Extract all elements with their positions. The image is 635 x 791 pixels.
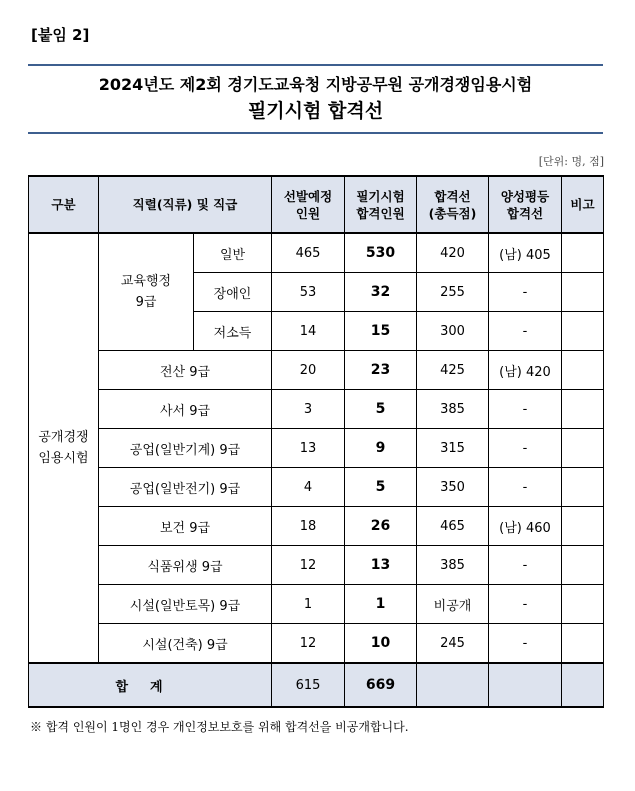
passers-cell: 26 xyxy=(345,507,417,546)
remarks-cell xyxy=(562,585,604,624)
title-bottom-rule xyxy=(28,132,603,134)
header-passers: 필기시험 합격인원 xyxy=(345,176,417,233)
edu-admin-label: 교육행정 9급 xyxy=(99,233,194,351)
passers-cell: 1 xyxy=(345,585,417,624)
planned-cell: 12 xyxy=(272,546,345,585)
remarks-cell xyxy=(562,273,604,312)
table-row xyxy=(29,546,604,585)
passers-cell: 32 xyxy=(345,273,417,312)
gender-cutoff-cell: - xyxy=(489,468,562,507)
cutoff-cell: 420 xyxy=(417,233,489,273)
planned-cell: 4 xyxy=(272,468,345,507)
total-passers: 669 xyxy=(345,663,417,707)
header-category: 구분 xyxy=(29,176,99,233)
position-cell: 공업(일반기계) 9급 xyxy=(99,429,272,468)
planned-cell: 3 xyxy=(272,390,345,429)
position-cell: 식품위생 9급 xyxy=(99,546,272,585)
header-planned: 선발예정 인원 xyxy=(272,176,345,233)
cutoff-cell: 385 xyxy=(417,390,489,429)
header-remarks: 비고 xyxy=(562,176,604,233)
gender-cutoff-cell: - xyxy=(489,312,562,351)
footnote: ※ 합격 인원이 1명인 경우 개인정보보호를 위해 합격선을 비공개합니다. xyxy=(30,720,409,734)
passers-cell: 9 xyxy=(345,429,417,468)
planned-cell: 14 xyxy=(272,312,345,351)
planned-cell: 13 xyxy=(272,429,345,468)
cutoff-cell: 465 xyxy=(417,507,489,546)
total-row xyxy=(29,663,604,707)
title-top-rule xyxy=(28,64,603,66)
table-row xyxy=(29,390,604,429)
document-title: 2024년도 제2회 경기도교육청 지방공무원 공개경쟁임용시험 xyxy=(98,75,533,94)
remarks-cell xyxy=(562,468,604,507)
passers-cell: 5 xyxy=(345,390,417,429)
position-cell: 전산 9급 xyxy=(99,351,272,390)
gender-cutoff-cell: (남) 460 xyxy=(489,507,562,546)
position-cell: 사서 9급 xyxy=(99,390,272,429)
header-position: 직렬(직류) 및 직급 xyxy=(99,176,272,233)
table-row xyxy=(29,468,604,507)
position-cell: 저소득 xyxy=(194,312,272,351)
remarks-cell xyxy=(562,390,604,429)
unit-label: [단위: 명, 점] xyxy=(538,155,604,168)
gender-cutoff-cell: (남) 420 xyxy=(489,351,562,390)
passers-cell: 530 xyxy=(345,233,417,273)
group-label: 공개경쟁 임용시험 xyxy=(29,233,99,663)
table-row xyxy=(29,624,604,664)
cutoff-cell: 315 xyxy=(417,429,489,468)
remarks-cell xyxy=(562,312,604,351)
planned-cell: 18 xyxy=(272,507,345,546)
remarks-cell xyxy=(562,351,604,390)
planned-cell: 12 xyxy=(272,624,345,664)
position-cell: 장애인 xyxy=(194,273,272,312)
total-gender-cutoff xyxy=(489,663,562,707)
passers-cell: 5 xyxy=(345,468,417,507)
cutoff-cell: 300 xyxy=(417,312,489,351)
cutoff-cell: 255 xyxy=(417,273,489,312)
total-remarks xyxy=(562,663,604,707)
results-table xyxy=(28,175,604,708)
remarks-cell xyxy=(562,624,604,664)
total-label: 합계 xyxy=(29,663,272,707)
table-row xyxy=(29,507,604,546)
gender-cutoff-cell: - xyxy=(489,273,562,312)
gender-cutoff-cell: - xyxy=(489,390,562,429)
cutoff-cell: 385 xyxy=(417,546,489,585)
remarks-cell xyxy=(562,429,604,468)
table-row xyxy=(29,233,604,273)
passers-cell: 13 xyxy=(345,546,417,585)
total-cutoff xyxy=(417,663,489,707)
position-cell: 일반 xyxy=(194,233,272,273)
gender-cutoff-cell: - xyxy=(489,429,562,468)
passers-cell: 10 xyxy=(345,624,417,664)
cutoff-cell: 350 xyxy=(417,468,489,507)
attachment-label: [붙임 2] xyxy=(31,26,90,44)
planned-cell: 1 xyxy=(272,585,345,624)
table-row xyxy=(29,429,604,468)
remarks-cell xyxy=(562,507,604,546)
gender-cutoff-cell: - xyxy=(489,624,562,664)
document-subtitle: 필기시험 합격선 xyxy=(247,100,384,122)
planned-cell: 465 xyxy=(272,233,345,273)
header-cutoff: 합격선 (총득점) xyxy=(417,176,489,233)
gender-cutoff-cell: - xyxy=(489,585,562,624)
position-cell: 공업(일반전기) 9급 xyxy=(99,468,272,507)
cutoff-cell: 245 xyxy=(417,624,489,664)
table-row xyxy=(29,351,604,390)
planned-cell: 20 xyxy=(272,351,345,390)
table-row xyxy=(29,585,604,624)
gender-cutoff-cell: (남) 405 xyxy=(489,233,562,273)
passers-cell: 23 xyxy=(345,351,417,390)
position-cell: 시설(건축) 9급 xyxy=(99,624,272,664)
remarks-cell xyxy=(562,233,604,273)
passers-cell: 15 xyxy=(345,312,417,351)
position-cell: 시설(일반토목) 9급 xyxy=(99,585,272,624)
total-planned: 615 xyxy=(272,663,345,707)
cutoff-cell: 비공개 xyxy=(417,585,489,624)
cutoff-cell: 425 xyxy=(417,351,489,390)
remarks-cell xyxy=(562,546,604,585)
table-header-row xyxy=(29,176,604,233)
position-cell: 보건 9급 xyxy=(99,507,272,546)
header-gender-cutoff: 양성평등 합격선 xyxy=(489,176,562,233)
planned-cell: 53 xyxy=(272,273,345,312)
gender-cutoff-cell: - xyxy=(489,546,562,585)
